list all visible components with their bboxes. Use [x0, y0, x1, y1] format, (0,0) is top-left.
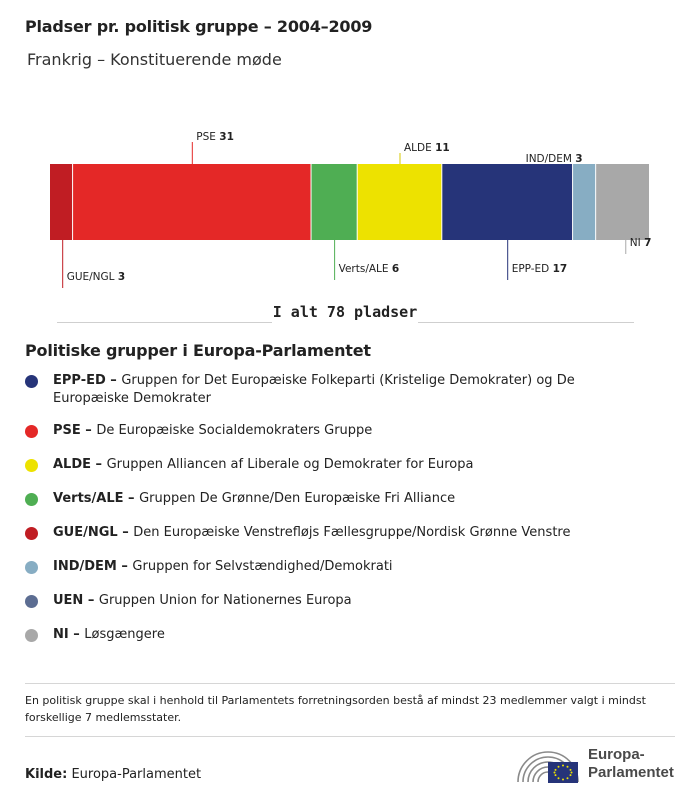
legend-item: [25, 558, 645, 576]
legend-abbr: UEN –: [53, 593, 99, 608]
bar-label: NI 7: [629, 237, 652, 249]
legend-text: Gruppen Alliancen af Liberale og Demokrater for Europa: [106, 457, 474, 472]
legend-dot-icon: [25, 561, 38, 574]
bar-segment: [596, 164, 649, 240]
parliament-hemicycle-icon: [514, 746, 584, 786]
legend-text: De Europæiske Socialdemokraters Gruppe: [96, 423, 373, 438]
total-seats-label: I alt 78 pladser: [272, 303, 418, 321]
legend-abbr: IND/DEM –: [53, 559, 133, 574]
legend-item: [25, 490, 645, 508]
legend-title: Politiske grupper i Europa-Parlamentet: [25, 341, 371, 360]
divider: [25, 736, 675, 737]
legend-item: [25, 626, 645, 644]
chart-subtitle: Frankrig – Konstituerende møde: [27, 50, 282, 69]
legend-abbr: ALDE –: [53, 457, 107, 472]
total-rule-right: [418, 322, 634, 323]
legend-dot-icon: [25, 595, 38, 608]
legend-abbr: GUE/NGL –: [53, 525, 134, 540]
bar-segment: [573, 164, 595, 240]
logo-text: Europa- Parlamentet: [588, 746, 674, 781]
bar-segment: [50, 164, 72, 240]
legend-item: [25, 524, 645, 542]
legend: [25, 372, 645, 644]
divider: [25, 683, 675, 684]
legend-text: Løsgængere: [84, 627, 165, 642]
legend-text: Gruppen for Selvstændighed/Demokrati: [132, 559, 393, 574]
legend-dot-icon: [25, 527, 38, 540]
legend-text: Gruppen Union for Nationernes Europa: [98, 593, 352, 608]
legend-dot-icon: [25, 493, 38, 506]
bar-label: EPP-ED 17: [511, 263, 568, 275]
source-text: Europa-Parlamentet: [71, 767, 202, 782]
footnote: En politisk gruppe skal i henhold til Parlamentets forretningsorden bestå af mindst 23 medlemmer valgt i mindst forskellige 7 medlemsstater.: [25, 694, 646, 724]
bar-label: Verts/ALE 6: [338, 263, 400, 275]
bar-label: ALDE 11: [404, 142, 450, 154]
legend-abbr: NI –: [53, 627, 85, 642]
bar-label: GUE/NGL 3: [66, 271, 126, 283]
legend-item: [25, 592, 645, 610]
legend-abbr: EPP-ED –: [53, 373, 122, 388]
bar-segment: [312, 164, 357, 240]
source-label: Kilde:: [25, 767, 68, 782]
legend-item: [25, 422, 645, 440]
bar-label: PSE 31: [196, 131, 234, 143]
legend-dot-icon: [25, 375, 38, 388]
chart-title: Pladser pr. politisk gruppe – 2004–2009: [25, 17, 373, 36]
stacked-bar-chart: [0, 120, 700, 300]
source-line: [25, 767, 201, 782]
legend-dot-icon: [25, 425, 38, 438]
legend-dot-icon: [25, 629, 38, 642]
legend-text: Gruppen for Det Europæiske Folkeparti (Kristelige Demokrater) og De Europæiske Demokrater: [53, 373, 575, 406]
legend-text: Gruppen De Grønne/Den Europæiske Fri Alliance: [139, 491, 456, 506]
bar-label: IND/DEM 3: [525, 153, 583, 165]
bar-segment: [442, 164, 572, 240]
europarl-logo: [514, 744, 684, 788]
bar-segment: [358, 164, 442, 240]
legend-abbr: PSE –: [53, 423, 97, 438]
legend-text: Den Europæiske Venstrefløjs Fællesgruppe/Nordisk Grønne Venstre: [133, 525, 571, 540]
legend-dot-icon: [25, 459, 38, 472]
legend-item: [25, 456, 645, 474]
total-rule-left: [57, 322, 272, 323]
bar-segment: [73, 164, 310, 240]
legend-item: [25, 372, 645, 408]
legend-abbr: Verts/ALE –: [53, 491, 140, 506]
